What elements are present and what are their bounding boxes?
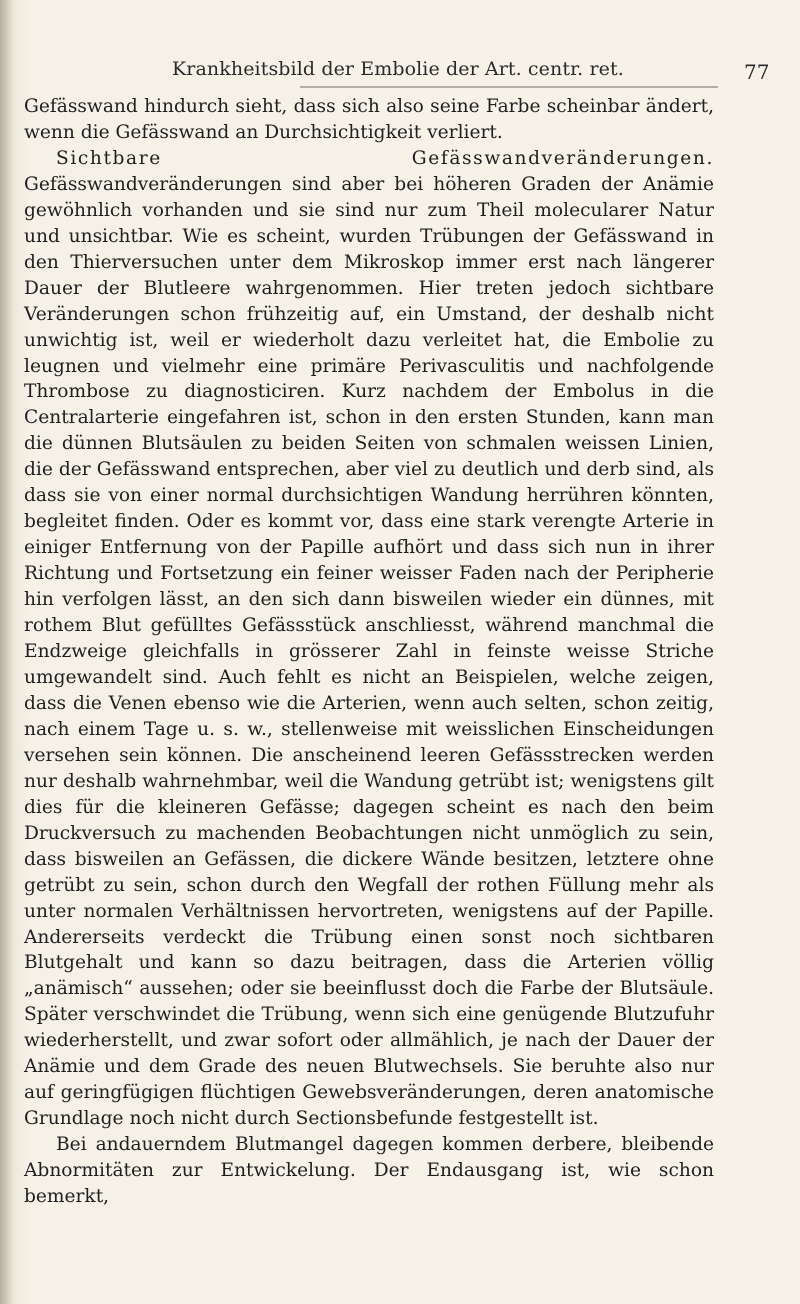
paragraph-1: Gefässwand hindurch sieht, dass sich also seine Farbe scheinbar ändert, wenn die Gefässwand an Durchsichtigkeit verliert. <box>24 96 714 143</box>
page-number: 77 <box>744 60 770 84</box>
page-gutter-shadow <box>0 0 14 1304</box>
section-heading: Sichtbare Gefässwandveränderungen. <box>56 147 714 169</box>
running-title: Krankheitsbild der Embolie der Art. centr. ret. <box>172 58 624 80</box>
body-text <box>24 94 714 1210</box>
page-header <box>0 58 800 88</box>
paragraph-2 <box>24 146 714 1132</box>
header-rule <box>300 86 718 88</box>
paragraph-3: Bei andauerndem Blutmangel dagegen kommen derbere, bleibende Abnormitäten zur Entwickelung. Der Endausgang ist, wie schon bemerkt, <box>24 1134 714 1208</box>
paragraph-2-text: Gefässwandveränderungen sind aber bei höheren Graden der Anämie gewöhnlich vorhanden und sie sind nur zum Theil molecularer Natur und unsichtbar. Wie es scheint, wurden Trübungen der Gefässwand in den Thierversuchen unter dem Mikroskop immer erst nach längerer Dauer der Blutleere wahrgenommen. Hier treten jedoch sichtbare Veränderungen schon frühzeitig auf, ein Umstand, der deshalb nicht unwichtig ist, weil er wiederholt dazu verleitet hat, die Embolie zu leugnen und vielmehr eine primäre Perivasculitis und nachfolgende Thrombose zu diagnosticiren. Kurz nachdem der Embolus in die Centralarterie eingefahren ist, schon in den ersten Stunden, kann man die dünnen Blutsäulen zu beiden Seiten von schmalen weissen Linien, die der Gefässwand entsprechen, aber viel zu deutlich und derb sind, als dass sie von einer normal durchsichtigen Wandung herrühren könnten, begleitet finden. Oder es kommt vor, dass eine stark verengte Arterie in einiger Entfernung von der Papille aufhört und dass sich nun in ihrer Richtung und Fortsetzung ein feiner weisser Faden nach der Peripherie hin verfolgen lässt, an den sich dann bisweilen wieder ein dünnes, mit rothem Blut gefülltes Gefässstück anschliesst, während manchmal die Endzweige gleichfalls in grösserer Zahl in feinste weisse Striche umgewandelt sind. Auch fehlt es nicht an Beispielen, welche zeigen, dass die Venen ebenso wie die Arterien, wenn auch selten, schon zeitig, nach einem Tage u. s. w., stellenweise mit weisslichen Einscheidungen versehen sein können. Die anscheinend leeren Gefässstrecken werden nur deshalb wahrnehmbar, weil die Wandung getrübt ist; wenigstens gilt dies für die kleineren Gefässe; dagegen scheint es nach den beim Druckversuch zu machenden Beobachtungen nicht unmöglich zu sein, dass bisweilen an Gefässen, die dickere Wände besitzen, letztere ohne getrübt zu sein, schon durch den Wegfall der rothen Füllung mehr als unter normalen Verhältnissen hervortreten, wenigstens auf der Papille. Andererseits verdeckt die Trübung einen sonst noch sichtbaren Blutgehalt und kann so dazu beitragen, dass die Arterien völlig „anämisch“ aussehen; oder sie beeinflusst doch die Farbe der Blutsäule. Später verschwindet die Trübung, wenn sich eine genügende Blutzufuhr wiederherstellt, und zwar sofort oder allmählich, je nach der Dauer der Anämie und dem Grade des neuen Blutwechsels. Sie beruhte also nur auf geringfügigen flüchtigen Gewebsveränderungen, deren anatomische Grundlage noch nicht durch Sectionsbefunde festgestellt ist. <box>24 173 714 1130</box>
